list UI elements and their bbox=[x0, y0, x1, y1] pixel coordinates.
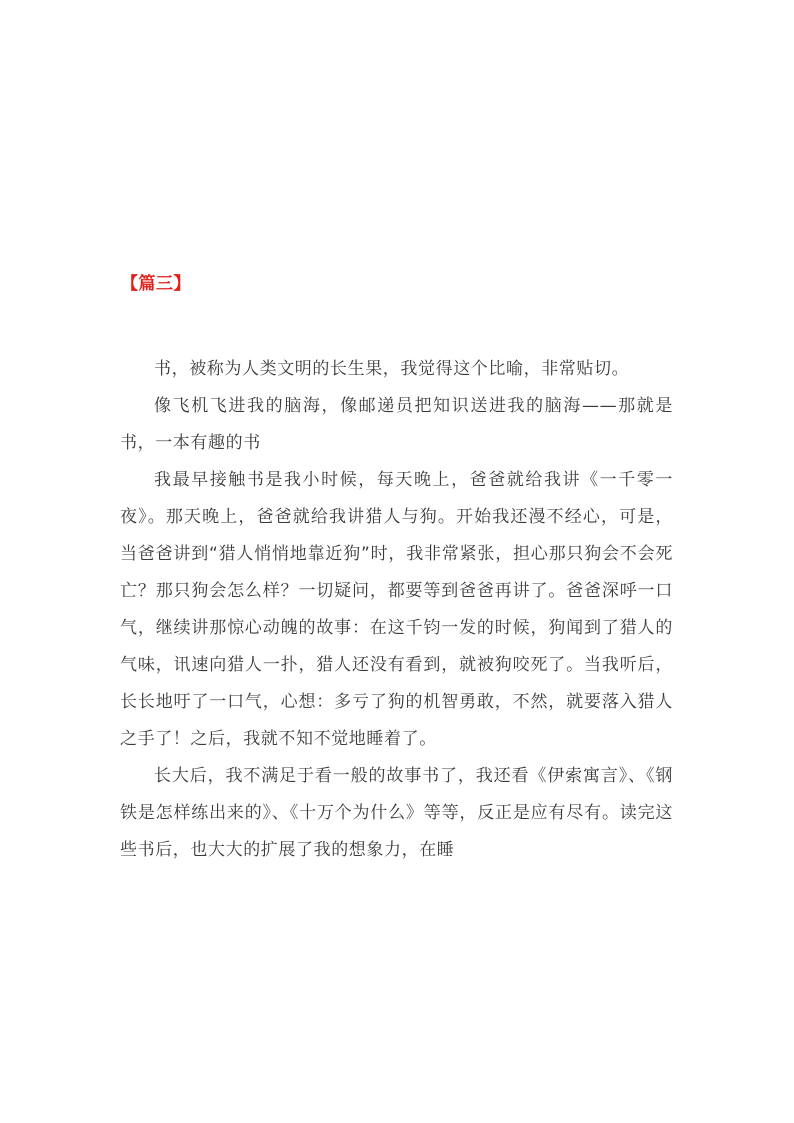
paragraph-4: 长大后，我不满足于看一般的故事书了，我还看《伊索寓言》、《钢铁是怎样练出来的》、《十万个为什么》等等，反正是应有尽有。读完这些书后，也大大的扩展了我的想象力，在睡 bbox=[120, 766, 673, 860]
paragraph-2: 像飞机飞进我的脑海，像邮递员把知识送进我的脑海——那就是书，一本有趣的书 bbox=[120, 396, 673, 453]
section-heading: 【篇三】 bbox=[121, 274, 191, 294]
paragraph-1: 书，被称为人类文明的长生果，我觉得这个比喻，非常贴切。 bbox=[154, 359, 630, 379]
paragraph-3: 我最早接触书是我小时候，每天晚上，爸爸就给我讲《一千零一夜》。那天晚上，爸爸就给我讲猎人与狗。开始我还漫不经心，可是，当爸爸讲到“猎人悄悄地靠近狗”时，我非常紧张，担心那只狗会不会死亡？那只狗会怎么样？一切疑问，都要等到爸爸再讲了。爸爸深呼一口气，继续讲那惊心动魄的故事：在这千钧一发的时候，狗闻到了猎人的气味，讯速向猎人一扑，猎人还没有看到，就被狗咬死了。当我听后，长长地吁了一口气，心想：多亏了狗的机智勇敢，不然，就要落入猎人之手了！之后，我就不知不觉地睡着了。 bbox=[120, 470, 673, 749]
article-body bbox=[120, 351, 673, 869]
